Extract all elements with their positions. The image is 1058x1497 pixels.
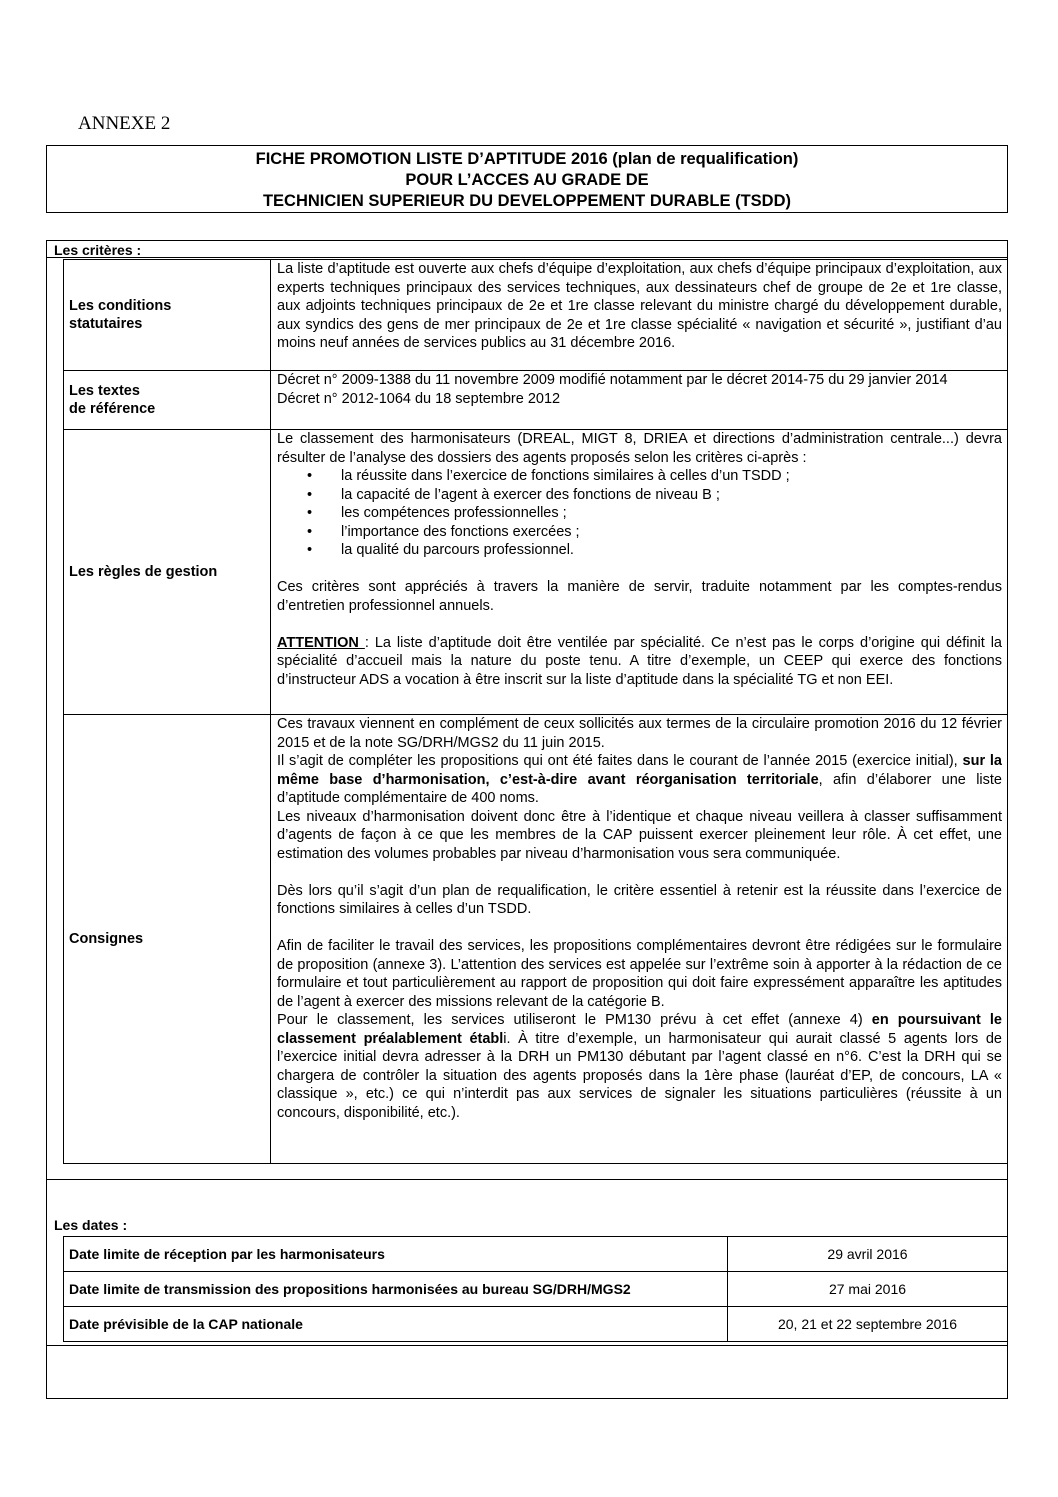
conditions-label-line1: Les conditions (69, 297, 172, 314)
criteria-row-consignes (64, 715, 1008, 1164)
regles-bullet-list (277, 467, 1002, 560)
list-item: • la qualité du parcours professionnel. (323, 541, 1002, 560)
criteria-row-conditions (64, 260, 1008, 371)
criteria-row-textes (64, 371, 1008, 430)
textes-text (271, 371, 1008, 430)
conditions-paragraph: La liste d’aptitude est ouverte aux chefs d’équipe d’exploitation, aux chefs d’équipe principaux d’exploitation, aux experts techniques principaux des services techniques, aux dessinateurs chef de groupe de 2e et 1re classe, aux adjoints techniques principaux de 2e et 1re classe relevant du ministre chargé du développement durable, aux syndics des gens de mer principaux de 2e et 1re classe spécialité « navigation et sécurité », justifiant d’au moins neuf années de services publics au 31 décembre 2016. (277, 261, 1002, 351)
attention-paragraph (277, 634, 1002, 690)
consignes-paragraph-3: Les niveaux d’harmonisation doivent donc être à l’identique et chaque niveau veillera à classer suffisamment d’agents de façon à ce que les membres de la CAP puissent exercer pleinement leur rôle. À cet effet, une estimation des volumes probables par niveau d’harmonisation vous sera communiquée. (277, 808, 1002, 862)
list-item: • la capacité de l’agent à exercer des fonctions de niveau B ; (323, 486, 1002, 505)
date-value: 29 avril 2016 (728, 1237, 1008, 1272)
decree-1: Décret n° 2009-1388 du 11 novembre 2009 modifié notamment par le décret 2014-75 du 29 janvier 2014 (277, 372, 948, 388)
dates-heading: Les dates : (54, 1217, 128, 1233)
attention-text: : La liste d’aptitude doit être ventilée par spécialité. Ce n’est pas le corps d’origine qui définit la spécialité d’accueil mais la nature du poste tenu. A titre d’exemple, un CEEP qui exerce des fonctions d’instructeur ADS a vocation à être inscrit sur la liste d’aptitude dans la spécialité TG et non EEI. (277, 634, 1002, 688)
table-row (64, 1237, 1008, 1272)
attention-label: ATTENTION (277, 634, 365, 651)
divider (47, 1345, 1007, 1346)
consignes-p2-part-a: Il s’agit de compléter les propositions qui ont été faites dans le courant de l’année 2015 (exercice initial), (277, 753, 963, 769)
regles-label: Les règles de gestion (64, 430, 271, 715)
consignes-p6-part-c: i. À titre d’exemple, un harmonisateur qui aurait classé 5 agents lors de l’exercice initial devra adresser à la DRH un PM130 débutant par l’agent classé en n°6. C’est la DRH qui se chargera de contrôler la situation des agents proposés dans la 1ère phase (lauréat d’EP, de concours, LA « classique », etc.) ce qui n’interdit pas aux services de signaler les situations particulières (réussite à un concours, disponibilité, etc.). (277, 1030, 1002, 1121)
consignes-p2-bold: sur la même base d’harmonisation, c’est-à-dire avant réorganisation territoriale (277, 753, 1003, 788)
title-line-1: FICHE PROMOTION LISTE D’APTITUDE 2016 (plan de requalification) (255, 150, 799, 168)
date-label: Date prévisible de la CAP nationale (64, 1307, 728, 1342)
regles-text (271, 430, 1008, 715)
consignes-p2-part-c: , afin d’élaborer une liste d’aptitude complémentaire de 400 noms. (277, 771, 1002, 806)
regles-intro: Le classement des harmonisateurs (DREAL, MIGT 8, DRIEA et directions d’administration centrale...) devra résulter de l’analyse des dossiers des agents proposés selon les critères ci-après : (277, 431, 1002, 466)
date-label: Date limite de transmission des propositions harmonisées au bureau SG/DRH/MGS2 (64, 1272, 728, 1307)
regles-paragraph-2: Ces critères sont appréciés à travers la manière de servir, traduite notamment par les comptes-rendus d’entretien professionnel annuels. (277, 579, 1002, 614)
dates-table (63, 1236, 1008, 1342)
list-item: • les compétences professionnelles ; (323, 504, 1002, 523)
criteria-row-regles (64, 430, 1008, 715)
title-line-3: TECHNICIEN SUPERIEUR DU DEVELOPPEMENT DURABLE (TSDD) (262, 192, 792, 210)
consignes-paragraph-1: Ces travaux viennent en complément de ceux sollicités aux termes de la circulaire promotion 2016 du 12 février 2015 et de la note SG/DRH/MGS2 du 11 juin 2015. (277, 716, 1002, 751)
conditions-text (271, 260, 1008, 371)
textes-label (64, 371, 271, 430)
criteria-table (63, 259, 1008, 1164)
table-row (64, 1272, 1008, 1307)
consignes-paragraph-6 (277, 1011, 1002, 1122)
date-value: 27 mai 2016 (728, 1272, 1008, 1307)
table-row (64, 1307, 1008, 1342)
date-value: 20, 21 et 22 septembre 2016 (728, 1307, 1008, 1342)
list-item: • la réussite dans l’exercice de fonctions similaires à celles d’un TSDD ; (323, 467, 1002, 486)
conditions-label-line2: statutaires (69, 316, 143, 332)
list-item: • l’importance des fonctions exercées ; (323, 523, 1002, 542)
consignes-paragraph-5: Afin de faciliter le travail des services, les propositions complémentaires devront être rédigées sur le formulaire de proposition (annexe 3). L’attention des services est appelée sur l’extrême soin à apporter à la rédaction de ce formulaire et tout particulièrement au rapport de proposition qui doit faire expressément apparaître les aptitudes de l’agent à exercer des missions relevant de la catégorie B. (277, 938, 1002, 1010)
divider (47, 1179, 1007, 1180)
annexe-label: ANNEXE 2 (78, 113, 171, 134)
consignes-label: Consignes (64, 715, 271, 1164)
textes-label-line2: de référence (69, 401, 156, 417)
title-line-2: POUR L’ACCES AU GRADE DE (405, 171, 649, 189)
title-box (46, 145, 1008, 213)
main-frame (46, 240, 1008, 1399)
criteria-heading: Les critères : (54, 242, 142, 258)
textes-label-line1: Les textes (69, 382, 140, 399)
consignes-text (271, 715, 1008, 1164)
decree-2: Décret n° 2012-1064 du 18 septembre 2012 (277, 390, 561, 407)
consignes-p6-bold: en poursuivant le classement préalablement établ (277, 1012, 1002, 1047)
date-label: Date limite de réception par les harmonisateurs (64, 1237, 728, 1272)
consignes-p6-part-a: Pour le classement, les services utiliseront le PM130 prévu à cet effet (annexe 4) (277, 1012, 872, 1028)
consignes-paragraph-4: Dès lors qu’il s’agit d’un plan de requalification, le critère essentiel à retenir est la réussite dans l’exercice de fonctions similaires à celles d’un TSDD. (277, 882, 1002, 917)
consignes-paragraph-2 (277, 752, 1002, 808)
divider (47, 257, 1007, 258)
conditions-label (64, 260, 271, 371)
